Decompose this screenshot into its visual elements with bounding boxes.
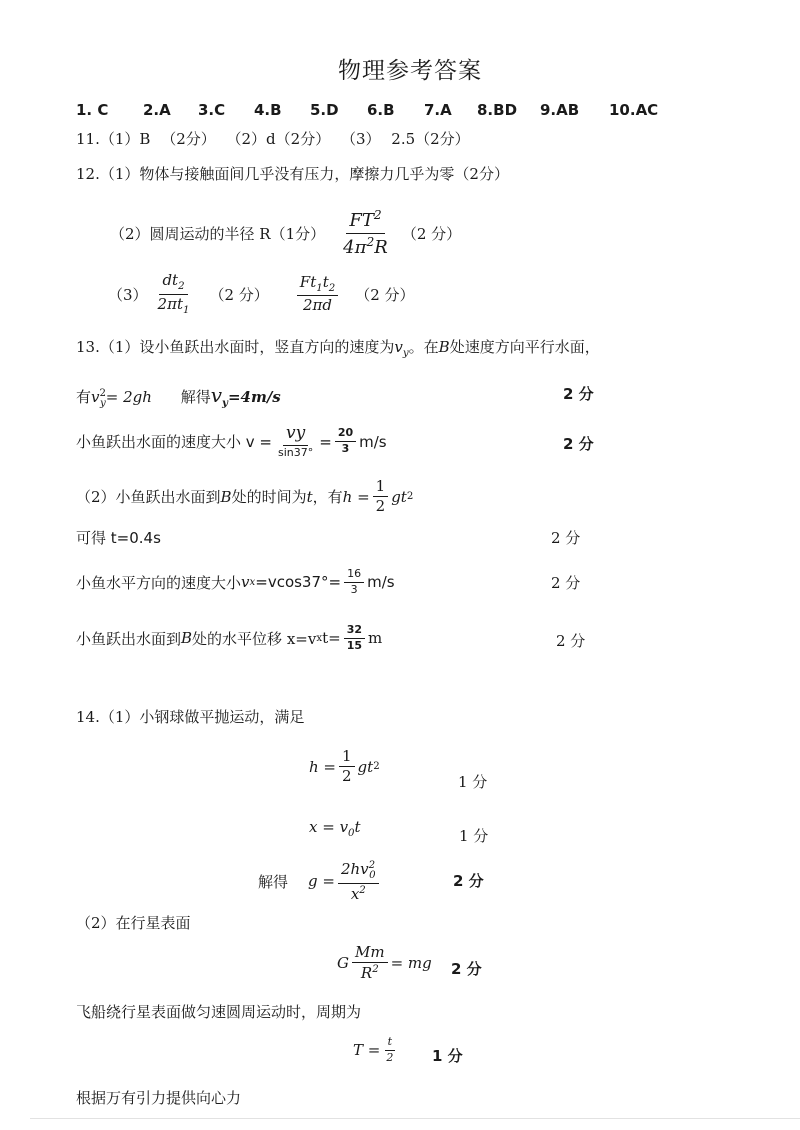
- q14-eq5: T = $\frac{t}{2}$: [353, 1035, 394, 1064]
- q13-line2-fraction: $\frac{vy}{\sin 37^\circ}$: [277, 423, 314, 459]
- q14-part2: （2）在行星表面: [76, 914, 191, 932]
- q14-eq1: h = $\frac{1}{2}$ gt 2: [309, 747, 380, 786]
- q14-eq4-score: 2 分: [451, 960, 482, 978]
- mc-answer-3: 3.C: [198, 101, 226, 119]
- q12-line1: 12.（1）物体与接触面间几乎没有压力，摩擦力几乎为零（2分）: [76, 165, 509, 183]
- q12-part3-fraction1: $\frac{dt_2}{2\pi t_1}$: [157, 271, 190, 316]
- q12-part2-fraction: $\frac{FT^2}{4\pi^2R}$: [343, 208, 388, 258]
- q14-eq5-score: 1 分: [432, 1047, 463, 1065]
- q12-part3-fraction2: $\frac{Ft_1t_2}{2\pi d}$: [297, 274, 338, 315]
- q14-intro: 14.（1）小钢球做平抛运动，满足: [76, 708, 305, 726]
- bottom-edge-line: [30, 1118, 800, 1119]
- q14-eq2-score: 1 分: [459, 827, 489, 845]
- mc-answer-8: 8.BD: [477, 101, 518, 119]
- q12-part3-score2: （2 分）: [355, 285, 415, 304]
- q14-eq1-score: 1 分: [458, 773, 488, 791]
- q13-line4: 可得 t=0.4s: [76, 529, 161, 547]
- q13-intro: 13.（1）设小鱼跃出水面时，竖直方向的速度为$v_y$。在B处速度方向平行水面，: [76, 338, 600, 359]
- q13-line5: 小鱼水平方向的速度大小 v x =vcos37°= $\frac{16}{3}$ m/s: [76, 567, 395, 596]
- q12-part2-label: （2）圆周运动的半径 R（1分）: [110, 224, 326, 243]
- q12-part3-score1: （2 分）: [209, 285, 269, 304]
- q12-part2-score: （2 分）: [401, 224, 462, 243]
- q12-part3-label: （3）: [108, 285, 148, 304]
- q14-eq3-score: 2 分: [453, 872, 484, 890]
- page-title: 物理参考答案: [338, 58, 482, 84]
- q14-eq3: 解得 g = $\frac{2hv^2_0}{x^2}$: [258, 860, 382, 903]
- q13-line1: 有$v^2_y= 2gh$ 解得$v_y=4m/s$: [76, 383, 281, 409]
- mc-answer-1: 1. C: [76, 101, 109, 119]
- q12-part2: [110, 208, 461, 258]
- q14-last-line: 根据万有引力提供向心力: [76, 1089, 242, 1107]
- q14-eq4: G $\frac{Mm}{R^2}$ = mg: [337, 943, 432, 983]
- mc-answer-6: 6.B: [367, 101, 395, 119]
- q13-line6: 小鱼跃出水面到 B 处的水平位移 x=v x t= $\frac{32}{15}$ m: [76, 623, 383, 652]
- q12-part3: [108, 272, 415, 316]
- mc-answer-5: 5.D: [310, 101, 339, 119]
- q13-line2: 小鱼跃出水面的速度大小 v = $\frac{vy}{\sin 37^\circ}$ = $\frac{20}{3}$ m/s: [76, 423, 387, 459]
- mc-answer-10: 10.AC: [609, 101, 659, 119]
- mc-answer-2: 2.A: [143, 101, 171, 119]
- q13-line3: （2）小鱼跃出水面到 B 处的时间为 t ，有 h = $\frac{1}{2}$ gt 2: [76, 477, 414, 516]
- mc-answer-9: 9.AB: [540, 101, 580, 119]
- q11-line: 11.（1）B （2分） （2）d（2分） （3） 2.5（2分）: [76, 130, 470, 148]
- q13-line6-score: 2 分: [556, 632, 586, 650]
- q13-line2-score: 2 分: [563, 435, 594, 453]
- mc-answer-7: 7.A: [424, 101, 452, 119]
- mc-answer-4: 4.B: [254, 101, 282, 119]
- q13-line4-score: 2 分: [551, 529, 581, 547]
- q14-part3: 飞船绕行星表面做匀速圆周运动时，周期为: [76, 1003, 362, 1021]
- q14-eq2: $x = v_0t$: [309, 818, 361, 839]
- q13-line5-score: 2 分: [551, 574, 581, 592]
- q13-line1-score: 2 分: [563, 385, 594, 403]
